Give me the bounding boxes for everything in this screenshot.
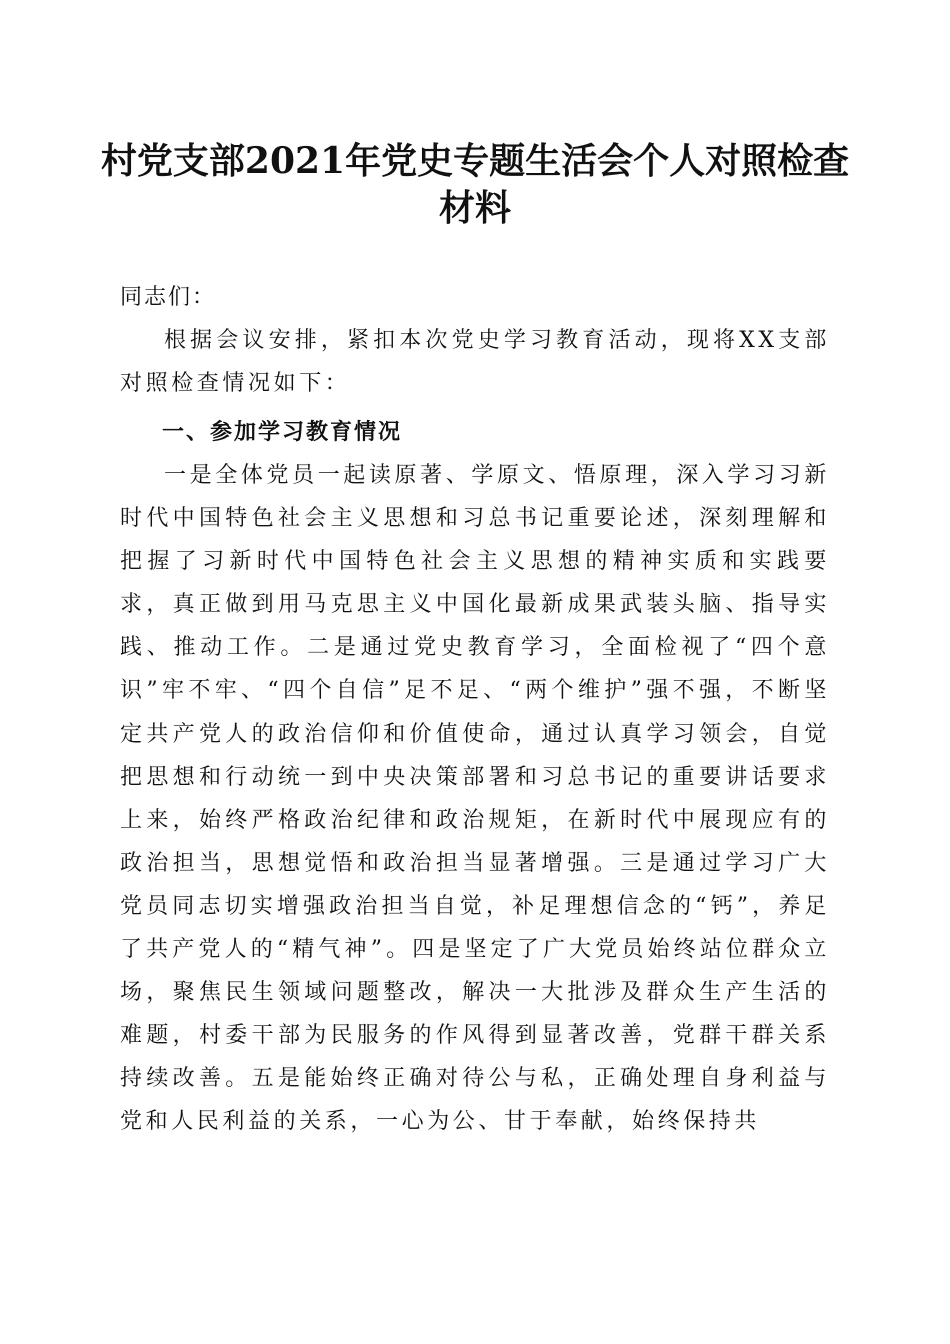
intro-paragraph: 根据会议安排，紧扣本次党史学习教育活动，现将XX支部对照检查情况如下：: [120, 328, 830, 397]
salutation: 同志们：: [120, 285, 217, 310]
document-title: 村党支部2021年党史专题生活会个人对照检查材料: [100, 140, 850, 229]
section-heading: 一、参加学习教育情况: [162, 420, 403, 445]
body-paragraph: 一是全体党员一起读原著、学原文、悟原理，深入学习习新时代中国特色社会主义思想和习总书记重要论述，深刻理解和把握了习新时代中国特色社会主义思想的精神实质和实践要求，真正做到用马克思主义中国化最新成果武装头脑、指导实践、推动工作。二是通过党史教育学习，全面检视了“四个意识”牢不牢、“四个自信”足不足、“两个维护”强不强，不断坚定共产党人的政治信仰和价值使命，通过认真学习领会，自觉把思想和行动统一到中央决策部署和习总书记的重要讲话要求上来，始终严格政治纪律和政治规矩，在新时代中展现应有的政治担当，思想觉悟和政治担当显著增强。三是通过学习广大党员同志切实增强政治担当自觉，补足理想信念的“钙”，养足了共产党人的“精气神”。四是坚定了广大党员始终站位群众立场，聚焦民生领域问题整改，解决一大批涉及群众生产生活的难题，村委干部为民服务的作风得到显著改善，党群干群关系持续改善。五是能始终正确对待公与私，正确处理自身利益与党和人民利益的关系，一心为公、甘于奉献，始终保持共: [120, 463, 830, 1135]
